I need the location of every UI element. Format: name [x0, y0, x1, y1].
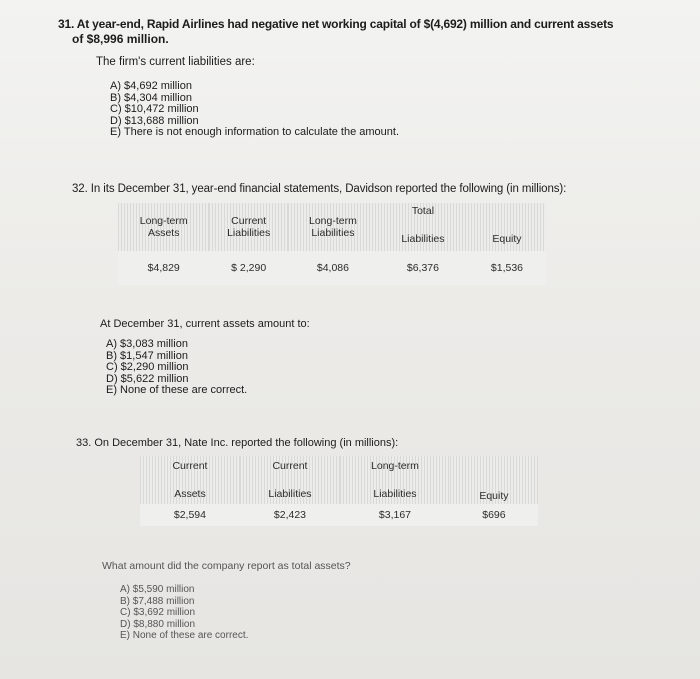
table-header-cell: Long-term Liabilities: [340, 456, 450, 504]
option-a[interactable]: A) $4,692 million: [110, 80, 192, 92]
table-cell: $696: [450, 504, 538, 526]
option-a[interactable]: A) $5,590 million: [120, 584, 195, 595]
table-header-row: [118, 203, 546, 251]
question-31-prompt: The firm's current liabilities are:: [96, 56, 255, 68]
table-header-cell: Equity: [450, 456, 538, 504]
option-e[interactable]: E) None of these are correct.: [106, 384, 248, 396]
question-31: [58, 17, 678, 138]
option-c[interactable]: C) $3,692 million: [120, 607, 196, 618]
table-header-cell: Current Liabilities: [209, 203, 288, 251]
option-b[interactable]: B) $4,304 million: [110, 91, 192, 104]
question-32-table: [118, 203, 546, 285]
question-33-text: 33. On December 31, Nate Inc. reported the following (in millions):: [76, 437, 399, 449]
table-cell: $2,594: [140, 504, 240, 526]
question-31-text: 31. At year-end, Rapid Airlines had negative net working capital of $(4,692) million and current assets: [58, 17, 614, 31]
option-c[interactable]: C) $2,290 million: [106, 361, 189, 373]
table-header-cell: Long-term Liabilities: [288, 203, 378, 251]
option-d[interactable]: D) $5,622 million: [106, 372, 189, 385]
question-33-prompt: What amount did the company report as total assets?: [102, 560, 351, 572]
table-header-cell: Equity: [468, 203, 546, 251]
table-cell: $1,536: [468, 251, 546, 285]
question-31-text-cont: of $8,996 million.: [72, 32, 169, 46]
option-a[interactable]: A) $3,083 million: [106, 338, 188, 350]
table-cell: $ 2,290: [209, 251, 288, 285]
question-33-options: [120, 584, 248, 642]
table-row: [140, 504, 538, 526]
option-c[interactable]: C) $10,472 million: [110, 103, 199, 115]
question-32-options: [106, 339, 247, 397]
question-32-text: 32. In its December 31, year-end financial statements, Davidson reported the following (in millions):: [72, 183, 567, 195]
question-31-options: [110, 81, 399, 139]
table-header-cell: Current Assets: [140, 456, 240, 504]
table-header-cell: Long-term Assets: [118, 203, 209, 251]
table-header-row: [140, 456, 538, 504]
question-32-prompt: At December 31, current assets amount to:: [100, 318, 310, 330]
table-cell: $2,423: [240, 504, 340, 526]
option-e[interactable]: E) None of these are correct.: [120, 630, 249, 641]
table-header-cell: Total Liabilities: [378, 203, 468, 251]
table-cell: $3,167: [340, 504, 450, 526]
table-row: [118, 251, 546, 285]
option-b[interactable]: B) $1,547 million: [106, 349, 188, 362]
table-cell: $4,086: [288, 251, 378, 285]
table-header-cell: Current Liabilities: [240, 456, 340, 504]
table-cell: $4,829: [118, 251, 209, 285]
option-e[interactable]: E) There is not enough information to calculate the amount.: [110, 126, 400, 138]
question-33-table: [140, 456, 538, 526]
table-cell: $6,376: [378, 251, 468, 285]
option-b[interactable]: B) $7,488 million: [120, 595, 195, 607]
option-d[interactable]: D) $8,880 million: [120, 618, 196, 630]
option-d[interactable]: D) $13,688 million: [110, 114, 199, 127]
